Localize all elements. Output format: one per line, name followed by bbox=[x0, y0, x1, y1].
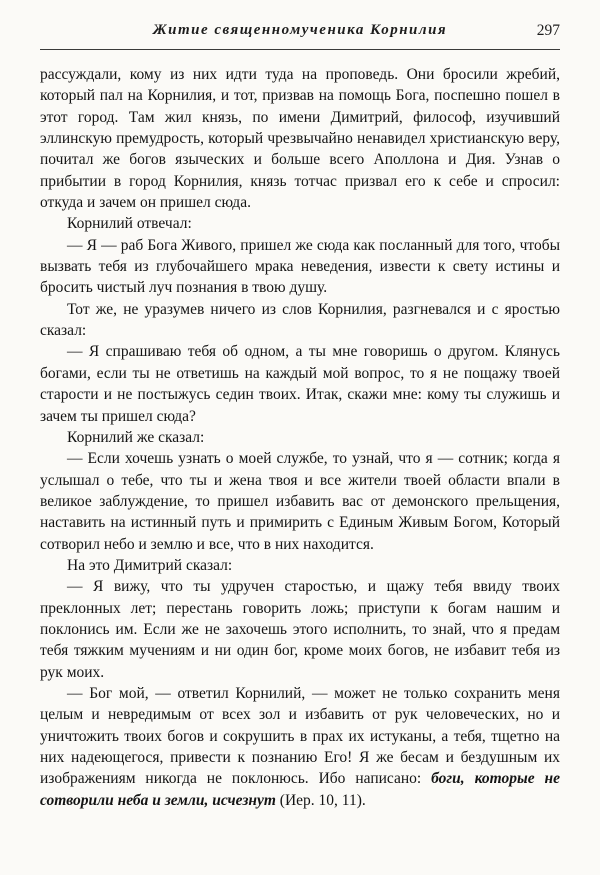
paragraph-text: — Если хочешь узнать о моей службе, то узнай, что я — сотник; когда я услышал о тебе, что ты и жена твоя и все жители твоей области впали в великое заблуждение, то пришел избавить вас от демонского прельщения, наставить на истинный путь и примирить с Единым Живым Богом, Который сотворил небо и землю и все, что в них находится. bbox=[40, 450, 560, 553]
paragraph bbox=[40, 683, 560, 811]
paragraph-text: — Я вижу, что ты удручен старостью, и щажу тебя ввиду твоих преклонных лет; перестань говорить ложь; приступи к богам нашим и поклонись им. Если же не захочешь этого исполнить, то знай, что я предам тебя тяжким мучениям и ни один бог, кроме моих богов, не избавит тебя из рук моих. bbox=[40, 578, 560, 681]
header-rule bbox=[40, 49, 560, 50]
paragraph-text: Корнилий же сказал: bbox=[67, 428, 205, 446]
paragraph bbox=[40, 213, 560, 234]
paragraph-text: Тот же, не уразумев ничего из слов Корнилия, разгневался и с яростью сказал: bbox=[40, 300, 560, 340]
running-title: Житие священномученика Корнилия bbox=[152, 22, 448, 38]
paragraph bbox=[40, 555, 560, 576]
paragraph-text: — Я — раб Бога Живого, пришел же сюда как посланный для того, чтобы вызвать тебя из глубочайшего мрака неведения, извести к свету истины и бросить чистый луч познания в твою душу. bbox=[40, 236, 560, 297]
header-row bbox=[40, 22, 560, 44]
paragraph-text: рассуждали, кому из них идти туда на проповедь. Они бросили жребий, который пал на Корнилия, и тот, призвав на помощь Бога, поспешно пошел в этот город. Там жил князь, по имени Димитрий, философ, изучивший эллинскую премудрость, который чрезвычайно ненавидел христианскую веру, почитал же богов языческих и больше всего Аполлона и Дия. Узнав о прибытии в город Корнилия, князь тотчас призвал его к себе и спросил: откуда и зачем он пришел сюда. bbox=[40, 66, 560, 212]
paragraph bbox=[40, 448, 560, 555]
paragraph bbox=[40, 427, 560, 448]
paragraph bbox=[40, 576, 560, 683]
scripture-quote: боги, которые не сотворили неба и земли, исчезнут bbox=[40, 770, 561, 809]
page-number: 297 bbox=[536, 22, 560, 39]
page-body bbox=[40, 64, 560, 811]
page-header bbox=[40, 22, 560, 50]
paragraph bbox=[40, 64, 560, 213]
paragraph-text: — Бог мой, — ответил Корнилий, — может не только сохранить меня целым и невредимым от всех зол и избавить от рук человеческих, но и уничтожить твоих богов и сокрушить в прах их истуканы, а тебя, тщетно на них надеющегося, привести к познанию Его! Я же бесам и бездушным их изображениям никогда не поклонюсь. Ибо написано: bbox=[40, 684, 560, 788]
paragraph bbox=[40, 299, 560, 342]
paragraph-text: Корнилий отвечал: bbox=[67, 215, 192, 233]
paragraph bbox=[40, 235, 560, 299]
paragraph bbox=[40, 341, 560, 426]
paragraph-text: — Я спрашиваю тебя об одном, а ты мне говоришь о другом. Клянусь богами, если ты не ответишь на каждый мой вопрос, то я не пощажу твоей старости и не постыжусь седин твоих. Итак, скажи мне: кому ты служишь и зачем ты пришел сюда? bbox=[40, 343, 560, 425]
paragraph-text: (Иер. 10, 11). bbox=[275, 791, 366, 809]
paragraph-text: На это Димитрий сказал: bbox=[67, 556, 233, 574]
